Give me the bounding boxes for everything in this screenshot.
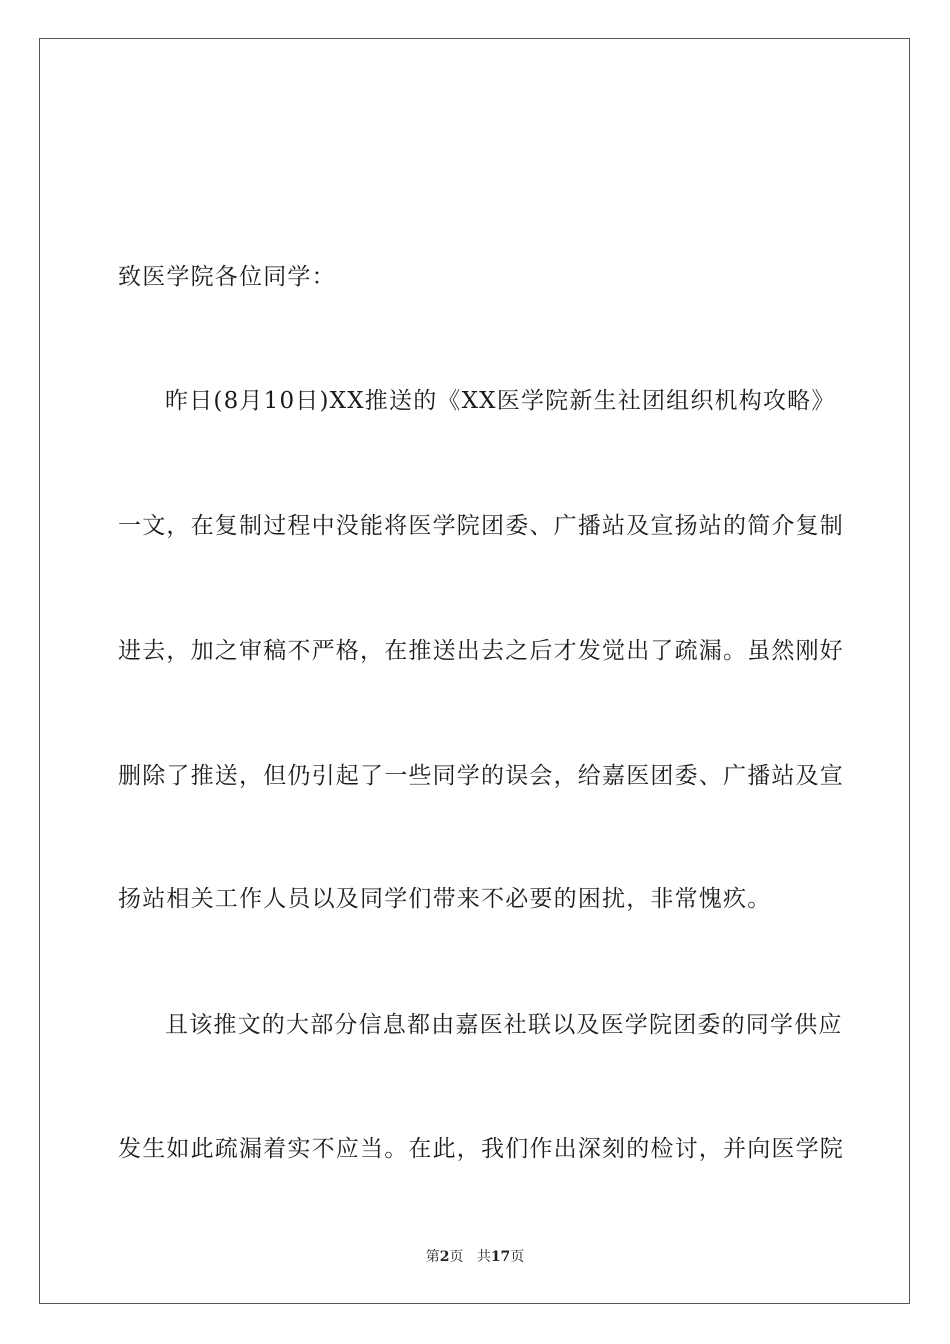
page-footer [0,1248,950,1266]
paragraph-line-5: 扬站相关工作人员以及同学们带来不必要的困扰，非常愧疚。 [118,886,772,912]
paragraph-line-2: 一文，在复制过程中没能将医学院团委、广播站及宣扬站的简介复制 [118,513,844,539]
footer-page-prefix: 第 [425,1249,440,1265]
page-border [39,38,910,1304]
paragraph-line-7: 发生如此疏漏着实不应当。在此，我们作出深刻的检讨，并向医学院 [118,1136,844,1162]
footer-total-suffix: 页 [510,1249,525,1265]
footer-total-number: 17 [490,1249,511,1265]
paragraph-line-4: 删除了推送，但仍引起了一些同学的误会，给嘉医团委、广播站及宣 [118,763,844,789]
paragraph-line-6: 且该推文的大部分信息都由嘉医社联以及医学院团委的同学供应 [165,1012,843,1038]
footer-total-prefix: 共 [476,1249,491,1265]
salutation: 致医学院各位同学： [118,264,336,290]
paragraph-line-3: 进去，加之审稿不严格，在推送出去之后才发觉出了疏漏。虽然刚好 [118,638,844,664]
footer-page-suffix: 页 [449,1249,464,1265]
footer-page-number: 2 [439,1249,450,1265]
paragraph-line-1: 昨日(8月10日)XX推送的《XX医学院新生社团组织机构攻略》 [165,388,836,414]
